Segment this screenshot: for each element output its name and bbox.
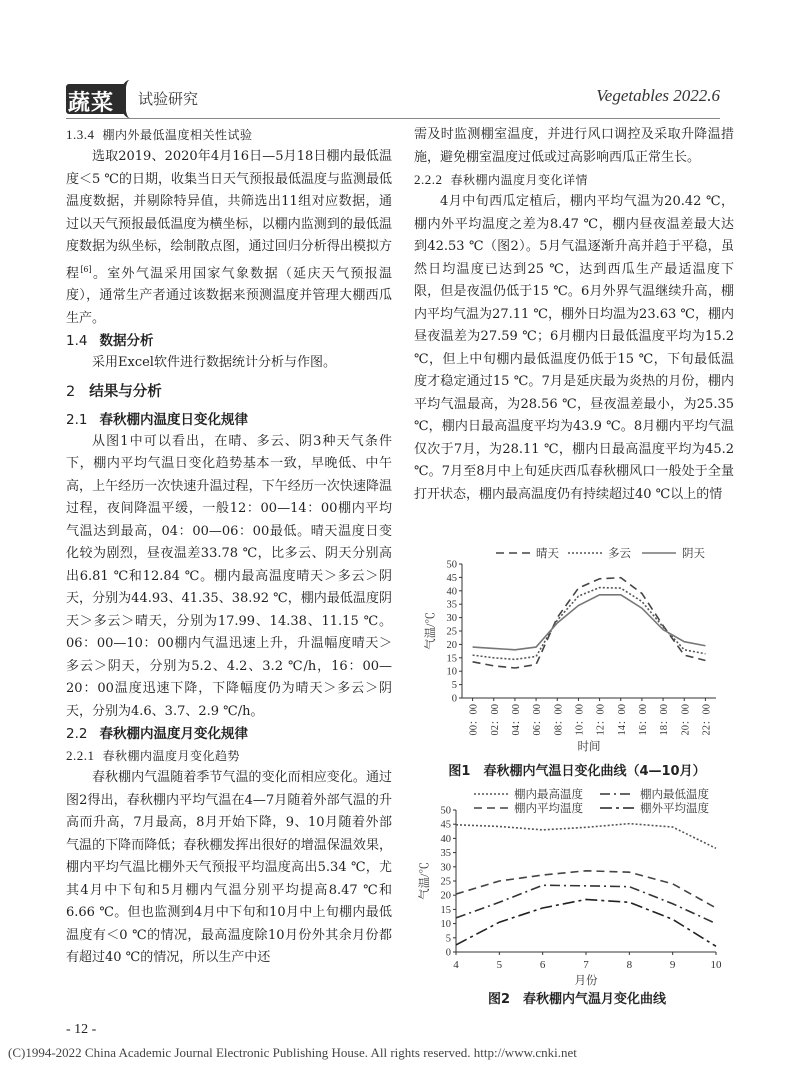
- y-tick-label: 25: [446, 626, 457, 638]
- x-tick-label: 7: [583, 959, 589, 971]
- heading-1-3-4: 1.3.4 棚内外最低温度相关性试验: [66, 127, 253, 142]
- heading-2-2-1: 2.2.1 春秋棚内温度月变化趋势: [66, 748, 241, 764]
- y-tick-label: 20: [446, 639, 457, 651]
- x-tick-label: 5: [496, 959, 503, 971]
- x-axis-label: 时间: [577, 741, 601, 753]
- legend-label-1: 晴天: [536, 548, 559, 560]
- series-line-2: [456, 885, 716, 923]
- paragraph-2-2-1: 春秋棚内气温随着季节气温的变化而相应变化。通过图2得出，春秋棚内平均气温在4—7月随着外部气温的升高而升高，7月最高，8月开始下降，9、10月随着外部气温的下降而降低；春秋棚发挥出很好的增温保温效果，棚内平均气温比棚外天气预报平均温度高出5.34 ℃，尤其4月中下旬和5月棚内气温分别平均提高8.47 ℃和6.66 ℃。但也监测到4月中下旬和10月中上旬棚内最低温度有＜0 ℃的情况，最高温度除10月份外其余月份都有超过40 ℃的情况，所以生产中还: [66, 770, 392, 966]
- y-tick-label: 5: [445, 933, 451, 945]
- journal-issue: Vegetables 2022.6: [596, 86, 720, 105]
- y-tick-label: 25: [440, 876, 451, 888]
- x-tick-label: 14：00: [616, 704, 628, 736]
- figure-2: [414, 784, 740, 1014]
- x-tick-label: 4: [453, 959, 459, 971]
- heading-2-2: 2.2 春秋棚内温度月变化规律: [66, 726, 248, 743]
- figure-1-chart: [414, 540, 740, 762]
- legend-label-1: 棚内最高温度: [514, 789, 583, 801]
- y-tick-label: 50: [440, 805, 451, 817]
- legend-label-3: 棚内平均温度: [514, 803, 583, 815]
- y-tick-label: 0: [451, 693, 457, 705]
- legend-label-3: 阴天: [682, 548, 705, 560]
- left-column: [66, 124, 392, 970]
- y-tick-label: 35: [446, 599, 457, 611]
- x-tick-label: 20：00: [680, 704, 692, 736]
- x-tick-label: 16：00: [637, 704, 649, 736]
- series-line-3: [473, 595, 706, 650]
- copyright-footer: (C)1994-2022 China Academic Journal Electronic Publishing House. All rights reserved. http://www.cnki.net: [8, 1045, 577, 1060]
- x-tick-label: 10：00: [574, 704, 586, 736]
- right-column: [414, 124, 734, 506]
- x-tick-label: 02：00: [489, 704, 501, 736]
- y-tick-label: 45: [446, 572, 457, 584]
- y-tick-label: 10: [440, 919, 451, 931]
- legend-label-2: 棚内最低温度: [640, 789, 709, 801]
- y-tick-label: 40: [440, 833, 451, 845]
- journal-logo: [66, 80, 126, 118]
- y-tick-label: 35: [440, 848, 451, 860]
- legend-label-4: 棚外平均温度: [640, 803, 709, 815]
- x-tick-label: 22：00: [701, 704, 713, 736]
- journal-logo-text: 蔬菜: [68, 91, 115, 116]
- figure-2-chart: [414, 784, 740, 990]
- series-line-4: [456, 899, 716, 946]
- paragraph-2-2-2: 4月中旬西瓜定植后，棚内平均气温为20.42 ℃，棚内外平均温度之差为8.47 ℃，棚内昼夜温差最大达到42.53 ℃（图2）。5月气温逐渐升高并趋于平稳，虽然日均温度已达到25 ℃，达到西瓜生产最适温度下限，但是夜温仍低于15 ℃。6月外界气温继续升高，棚内平均气温为27.11 ℃，棚外日均温为23.63 ℃，棚内昼夜温差为27.59 ℃；6月棚内日最低温度平均为15.2 ℃，但上中旬棚内最低温度仍低于15 ℃，下旬最低温度才稳定通过15 ℃。7月是延庆最为炎热的月份，棚内平均气温最高，为28.56 ℃，昼夜温差最小，为25.35 ℃，棚内日最高温度平均为43.9 ℃。8月棚内平均气温仅次于7月，为28.11 ℃，棚内日最高温度平均为45.2 ℃。7月至8月中上旬延庆西瓜春秋棚风口一般处于全量打开状态，棚内最高温度仍有持续超过40 ℃以上的情: [414, 194, 734, 502]
- y-axis-label: 气温/℃: [419, 862, 431, 900]
- figure-2-caption: 图2 春秋棚内气温月变化曲线: [487, 992, 667, 1007]
- x-tick-label: 9: [669, 959, 676, 971]
- series-line-1: [456, 824, 716, 849]
- y-tick-label: 10: [446, 666, 457, 678]
- y-tick-label: 0: [445, 947, 451, 959]
- heading-1-4: 1.4 数据分析: [66, 333, 154, 350]
- y-tick-label: 40: [446, 586, 457, 598]
- y-tick-label: 50: [446, 559, 457, 571]
- x-axis-label: 月份: [574, 975, 598, 987]
- heading-2: 2 结果与分析: [66, 383, 162, 400]
- section-label: 试验研究: [138, 90, 199, 108]
- x-tick-label: 8: [626, 959, 633, 971]
- heading-2-2-2: 2.2.2 春秋棚内温度月变化详情: [414, 172, 589, 187]
- y-tick-label: 15: [446, 653, 457, 665]
- paragraph-1-4: 采用Excel软件进行数据统计分析与作图。: [92, 355, 336, 371]
- x-tick-label: 08：00: [553, 704, 565, 736]
- x-tick-label: 18：00: [659, 704, 671, 736]
- x-tick-label: 10: [710, 959, 722, 971]
- paragraph-2-1: 从图1中可以看出，在晴、多云、阴3种天气条件下，棚内平均气温日变化趋势基本一致，早晚低、中午高，上午经历一次快速升温过程，下午经历一次快速降温过程，夜间降温平缓，一般12：00—14：00棚内平均气温达到最高，04：00—06：00最低。晴天温度日变化较为剧烈，昼夜温差33.78 ℃，比多云、阴天分别高出6.81 ℃和12.84 ℃。棚内最高温度晴天＞多云＞阴天，分别为44.93、41.35、38.92 ℃，棚内最低温度阴天＞多云＞晴天，分别为17.99、14.38、11.15 ℃。06：00—10：00棚内气温迅速上升，升温幅度晴天＞多云＞阴天，分别为5.2、4.2、3.2 ℃/h，16：00—20：00温度迅速下降，下降幅度仍为晴天＞多云＞阴天，分别为4.6、3.7、2.9 ℃/h。: [66, 433, 392, 719]
- x-tick-label: 04：00: [510, 704, 522, 736]
- header-rule: [66, 118, 720, 119]
- y-tick-label: 20: [440, 890, 451, 902]
- heading-2-1: 2.1 春秋棚内温度日变化规律: [66, 411, 248, 428]
- figure-1-caption: 图1 春秋棚内气温日变化曲线（4—10月）: [448, 764, 706, 779]
- y-tick-label: 15: [440, 904, 451, 916]
- series-line-3: [456, 871, 716, 908]
- y-tick-label: 45: [440, 819, 451, 831]
- x-tick-label: 00：00: [468, 704, 480, 736]
- x-tick-label: 12：00: [595, 704, 607, 736]
- y-tick-label: 30: [446, 613, 457, 625]
- y-tick-label: 5: [451, 680, 457, 692]
- y-tick-label: 30: [440, 862, 451, 874]
- page-number: - 12 -: [66, 1022, 97, 1037]
- y-axis-label: 气温/℃: [425, 612, 437, 650]
- paragraph-1-3-4: 选取2019、2020年4月16日—5月18日棚内最低温度＜5 ℃的日期，收集当日天气预报最低温度与监测最低温度数据，并剔除特异值，共筛选出11组对应数据，通过以天气预报最低温度为横坐标，以棚内监测到的最低温度数据为纵坐标，绘制散点图，通过回归分析得出模拟方程[6]。室外气温采用国家气象数据（延庆天气预报温度），通常生产者通过该数据来预测温度并管理大棚西瓜生产。: [66, 149, 392, 326]
- paragraph-continued: 需及时监测棚室温度，并进行风口调控及采取升降温措施，避免棚室温度过低或过高影响西瓜正常生长。: [414, 127, 734, 165]
- legend-label-2: 多云: [608, 548, 631, 560]
- x-tick-label: 06：00: [532, 704, 544, 736]
- figure-1: [414, 540, 740, 780]
- x-tick-label: 6: [539, 959, 546, 971]
